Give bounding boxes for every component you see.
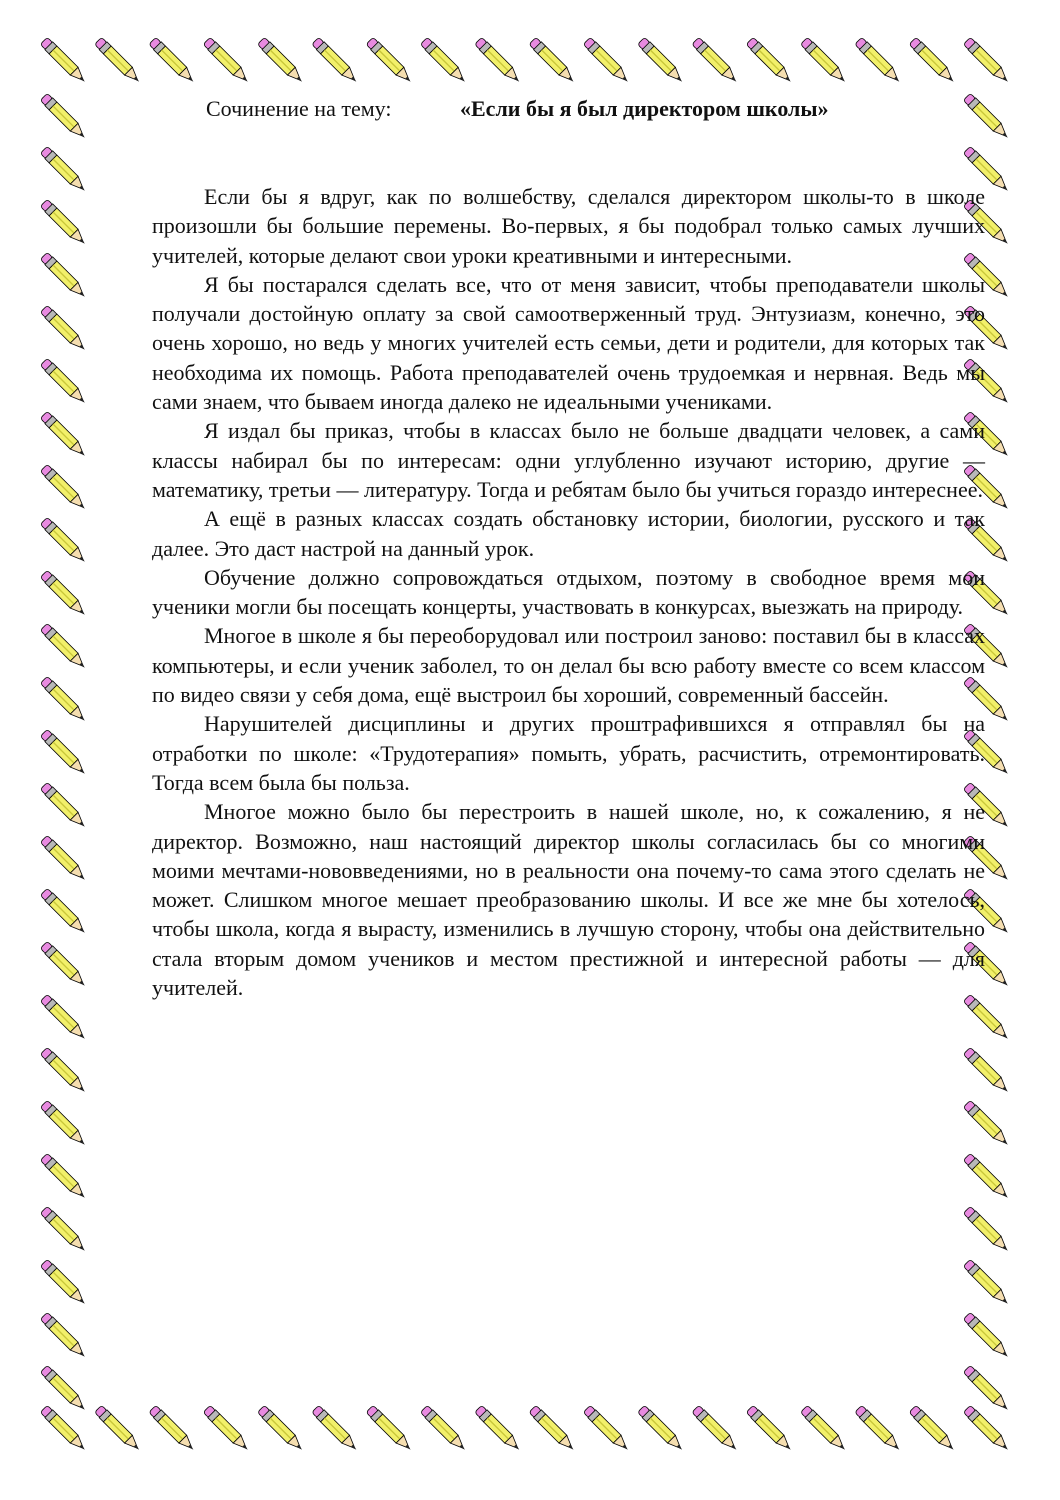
pencil-icon — [40, 888, 89, 937]
pencil-icon — [94, 1405, 143, 1454]
pencil-icon — [40, 835, 89, 884]
pencil-icon — [40, 941, 89, 990]
pencil-icon — [963, 1312, 1012, 1361]
pencil-icon — [800, 1405, 849, 1454]
pencil-icon — [40, 146, 89, 195]
pencil-icon — [800, 37, 849, 86]
pencil-icon — [40, 37, 89, 86]
pencil-icon — [746, 37, 795, 86]
pencil-icon — [583, 1405, 632, 1454]
essay-title: «Если бы я был директором школы» — [460, 96, 829, 121]
essay-body — [152, 182, 985, 1002]
pencil-icon — [257, 1405, 306, 1454]
pencil-icon — [40, 676, 89, 725]
pencil-icon — [40, 1153, 89, 1202]
pencil-icon — [257, 37, 306, 86]
pencil-icon — [40, 1259, 89, 1308]
pencil-icon — [691, 1405, 740, 1454]
pencil-icon — [366, 1405, 415, 1454]
pencil-icon — [40, 623, 89, 672]
pencil-icon — [40, 252, 89, 301]
essay-paragraph: А ещё в разных классах создать обстановку истории, биологии, русского и так далее. Это даст настрой на данный урок. — [152, 506, 985, 561]
pencil-icon — [40, 1100, 89, 1149]
pencil-icon — [40, 1206, 89, 1255]
pencil-icon — [40, 782, 89, 831]
essay-paragraph: Обучение должно сопровождаться отдыхом, поэтому в свободное время мои ученики могли бы посещать концерты, участвовать в конкурсах, выезжать на природу. — [152, 564, 985, 620]
pencil-icon — [854, 37, 903, 86]
essay-paragraph: Нарушителей дисциплины и других проштрафившихся я отправлял бы на отработки по школе: «Трудотерапия» помыть, убрать, расчистить, отремонтировать. Тогда всем была бы польза. — [152, 711, 985, 795]
pencil-icon — [40, 570, 89, 619]
pencil-icon — [691, 37, 740, 86]
pencil-icon — [311, 1405, 360, 1454]
pencil-icon — [474, 37, 523, 86]
pencil-icon — [203, 1405, 252, 1454]
pencil-icon — [529, 37, 578, 86]
essay-paragraph: Я издал бы приказ, чтобы в классах было не больше двадцати человек, а сами классы набирал бы по интересам: одни углубленно изучают историю, другие — математику, третьи — литературу. Тогда и ребятам было бы учиться гораздо интереснее. — [152, 418, 985, 502]
pencil-icon — [583, 37, 632, 86]
pencil-icon — [963, 1206, 1012, 1255]
pencil-icon — [963, 1047, 1012, 1096]
pencil-icon — [474, 1405, 523, 1454]
pencil-icon — [637, 1405, 686, 1454]
pencil-icon — [148, 1405, 197, 1454]
essay-header — [0, 96, 1060, 128]
pencil-icon — [94, 37, 143, 86]
pencil-icon — [963, 1259, 1012, 1308]
pencil-icon — [40, 517, 89, 566]
pencil-icon — [40, 358, 89, 407]
pencil-icon — [40, 464, 89, 513]
pencil-icon — [40, 411, 89, 460]
essay-paragraph: Я бы постарался сделать все, что от меня зависит, чтобы преподаватели школы получали достойную оплату за свой самоотверженный труд. Энтузиазм, конечно, это очень хорошо, но ведь у многих учителей есть семьи, дети и родители, для которых так необходима их помощь. Работа преподавателей очень трудоемкая и нервная. Ведь мы сами знаем, что бываем иногда далеко не идеальными учениками. — [152, 271, 985, 415]
pencil-icon — [963, 1100, 1012, 1149]
pencil-icon — [40, 1405, 89, 1454]
pencil-icon — [529, 1405, 578, 1454]
essay-paragraph: Многое можно было бы перестроить в нашей школе, но, к сожалению, я не директор. Возможно, наш настоящий директор школы согласилась бы со многими моими мечтами-нововведениями, но в реальности она почему-то сама этого сделать не может. Слишком многое мешает преобразованию школы. И все же мне бы хотелось, чтобы школа, когда я вырасту, изменились в лучшую сторону, чтобы она действительно стала вторым домом учеников и местом престижной и интересной работы — для учителей. — [152, 799, 985, 1001]
pencil-icon — [963, 37, 1012, 86]
pencil-icon — [40, 994, 89, 1043]
pencil-icon — [40, 729, 89, 778]
pencil-icon — [40, 1312, 89, 1361]
pencil-icon — [148, 37, 197, 86]
pencil-icon — [420, 37, 469, 86]
pencil-icon — [366, 37, 415, 86]
pencil-icon — [40, 199, 89, 248]
pencil-icon — [909, 1405, 958, 1454]
essay-paragraph: Если бы я вдруг, как по волшебству, сделался директором школы-то в школе произошли бы большие перемены. Во-первых, я бы подобрал только самых лучших учителей, которые делают свои уроки креативными и интересными. — [152, 184, 985, 268]
pencil-icon — [746, 1405, 795, 1454]
pencil-icon — [963, 1405, 1012, 1454]
pencil-icon — [963, 1153, 1012, 1202]
pencil-icon — [311, 37, 360, 86]
pencil-icon — [40, 305, 89, 354]
essay-paragraph: Многое в школе я бы переоборудовал или построил заново: поставил бы в классах компьютеры, и если ученик заболел, то он делал бы всю работу вместе со всем классом по видео связи у себя дома, ещё выстроил бы хороший, современный бассейн. — [152, 623, 985, 708]
pencil-icon — [40, 1047, 89, 1096]
pencil-icon — [420, 1405, 469, 1454]
pencil-icon — [203, 37, 252, 86]
pencil-icon — [854, 1405, 903, 1454]
pencil-icon — [909, 37, 958, 86]
pencil-icon — [637, 37, 686, 86]
topic-label: Сочинение на тему: — [206, 96, 392, 121]
